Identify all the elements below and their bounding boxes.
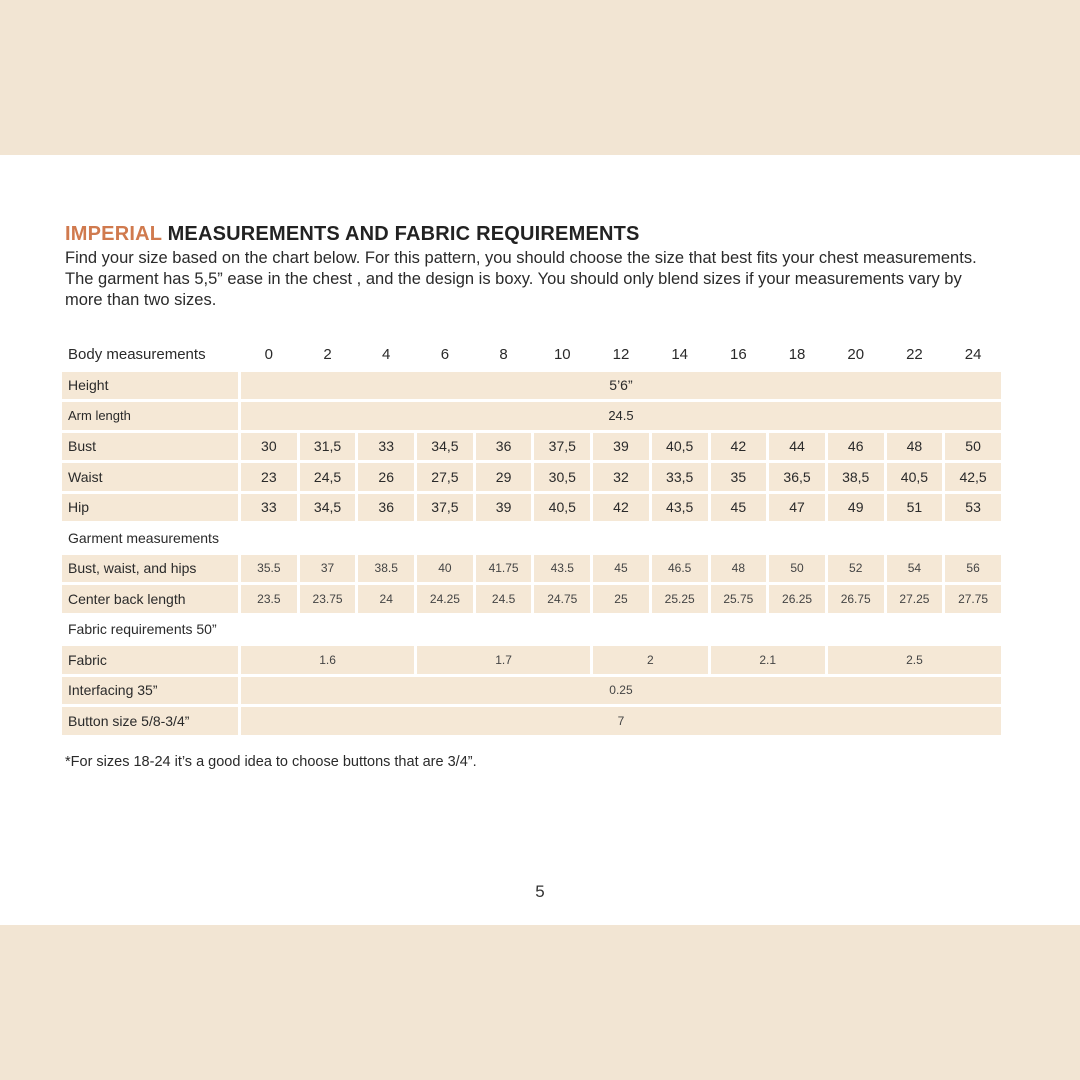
footnote: *For sizes 18-24 it’s a good idea to choose buttons that are 3/4”. [65, 754, 477, 770]
table-cell: 32 [593, 463, 649, 491]
fabric-group-cell: 1.6 [241, 646, 414, 674]
table-cell: 33,5 [652, 463, 708, 491]
row-label: Interfacing 35” [62, 677, 238, 705]
table-cell: 39 [476, 494, 532, 522]
waist-row [62, 463, 1001, 491]
size-chart-table [59, 338, 1004, 738]
row-label: Waist [62, 463, 238, 491]
table-cell: 24.5 [476, 585, 532, 613]
fabric-row [62, 646, 1001, 674]
size-header: 10 [553, 346, 571, 364]
row-value: 24.5 [241, 402, 1001, 430]
table-cell: 27.25 [887, 585, 943, 613]
table-cell: 45 [593, 555, 649, 583]
table-cell: 25 [593, 585, 649, 613]
fabric-group-cell: 2.1 [711, 646, 825, 674]
table-cell: 38,5 [828, 463, 884, 491]
size-header: 4 [382, 346, 391, 364]
table-cell: 43.5 [534, 555, 590, 583]
heading-title: MEASUREMENTS AND FABRIC REQUIREMENTS [167, 223, 640, 245]
table-cell: 35 [711, 463, 767, 491]
table-cell: 53 [945, 494, 1001, 522]
table-cell: 50 [769, 555, 825, 583]
table-cell: 40,5 [534, 494, 590, 522]
table-cell: 42,5 [945, 463, 1001, 491]
table-cell: 25.75 [711, 585, 767, 613]
table-cell: 23.5 [241, 585, 297, 613]
table-cell: 36,5 [769, 463, 825, 491]
table-cell: 39 [593, 433, 649, 461]
table-cell: 24,5 [300, 463, 356, 491]
table-cell: 27,5 [417, 463, 473, 491]
table-cell: 49 [828, 494, 884, 522]
table-cell: 31,5 [300, 433, 356, 461]
row-label: Arm length [62, 402, 238, 430]
garment-section-row [62, 524, 1001, 552]
table-cell: 34,5 [300, 494, 356, 522]
row-label: Center back length [62, 585, 238, 613]
size-header: 18 [788, 346, 806, 364]
row-value: 5’6” [241, 372, 1001, 400]
table-cell: 26.75 [828, 585, 884, 613]
table-cell: 23.75 [300, 585, 356, 613]
size-header: 20 [847, 346, 865, 364]
table-cell: 56 [945, 555, 1001, 583]
table-cell: 42 [593, 494, 649, 522]
table-cell: 35.5 [241, 555, 297, 583]
table-cell: 46 [828, 433, 884, 461]
garment-bwh-row [62, 555, 1001, 583]
table-cell: 48 [711, 555, 767, 583]
button-size-row [62, 707, 1001, 735]
fabric-group-cell: 1.7 [417, 646, 590, 674]
row-label: Bust [62, 433, 238, 461]
row-label: Hip [62, 494, 238, 522]
table-cell: 40,5 [652, 433, 708, 461]
header-label: Body measurements [68, 346, 206, 364]
table-cell: 40,5 [887, 463, 943, 491]
table-cell: 26.25 [769, 585, 825, 613]
table-cell: 24.75 [534, 585, 590, 613]
row-label: Bust, waist, and hips [62, 555, 238, 583]
document-page [0, 155, 1080, 925]
table-cell: 43,5 [652, 494, 708, 522]
row-value: 7 [241, 707, 1001, 735]
table-cell: 42 [711, 433, 767, 461]
table-cell: 36 [476, 433, 532, 461]
row-value: 0.25 [241, 677, 1001, 705]
table-cell: 23 [241, 463, 297, 491]
arm-length-row [62, 402, 1001, 430]
table-cell: 50 [945, 433, 1001, 461]
size-header: 0 [264, 346, 274, 364]
page-heading [65, 223, 640, 246]
size-header: 16 [730, 346, 747, 364]
table-cell: 29 [476, 463, 532, 491]
table-cell: 33 [358, 433, 414, 461]
size-header: 12 [612, 346, 630, 364]
section-label: Garment measurements [68, 529, 219, 546]
table-cell: 33 [241, 494, 297, 522]
page-number: 5 [535, 882, 545, 901]
table-cell: 25.25 [652, 585, 708, 613]
heading-accent: IMPERIAL [65, 223, 162, 245]
table-cell: 54 [887, 555, 943, 583]
table-cell: 30 [241, 433, 297, 461]
table-cell: 37,5 [534, 433, 590, 461]
size-header: 6 [440, 346, 450, 364]
interfacing-row [62, 677, 1001, 705]
row-label: Button size 5/8-3/4” [62, 707, 238, 735]
table-cell: 52 [828, 555, 884, 583]
table-cell: 26 [358, 463, 414, 491]
fabric-section-row [62, 616, 1001, 644]
height-row [62, 372, 1001, 400]
fabric-group-cell: 2 [593, 646, 707, 674]
table-cell: 51 [887, 494, 943, 522]
size-header: 22 [906, 346, 923, 364]
table-cell: 24 [358, 585, 414, 613]
table-header-row [62, 341, 1001, 369]
size-header: 24 [964, 346, 982, 364]
table-cell: 48 [887, 433, 943, 461]
table-cell: 46.5 [652, 555, 708, 583]
table-cell: 44 [769, 433, 825, 461]
row-label: Height [62, 372, 238, 400]
table-cell: 27.75 [945, 585, 1001, 613]
table-cell: 37 [300, 555, 356, 583]
table-cell: 30,5 [534, 463, 590, 491]
section-label: Fabric requirements 50” [68, 621, 217, 638]
size-header: 8 [499, 346, 508, 364]
bust-row [62, 433, 1001, 461]
table-cell: 37,5 [417, 494, 473, 522]
table-cell: 45 [711, 494, 767, 522]
size-header: 14 [671, 346, 688, 364]
size-header: 2 [323, 346, 332, 364]
hip-row [62, 494, 1001, 522]
table-cell: 47 [769, 494, 825, 522]
table-cell: 24.25 [417, 585, 473, 613]
row-label: Fabric [62, 646, 238, 674]
table-cell: 41.75 [476, 555, 532, 583]
fabric-group-cell: 2.5 [828, 646, 1001, 674]
intro-text: Find your size based on the chart below. For this pattern, you should choose the size that best fits your chest measurements. The garment has 5,5” ease in the chest , and the design is boxy. You should only blend sizes if your measurements vary by more than two sizes. [65, 249, 977, 309]
table-cell: 38.5 [358, 555, 414, 583]
table-cell: 34,5 [417, 433, 473, 461]
center-back-row [62, 585, 1001, 613]
table-cell: 40 [417, 555, 473, 583]
table-cell: 36 [358, 494, 414, 522]
